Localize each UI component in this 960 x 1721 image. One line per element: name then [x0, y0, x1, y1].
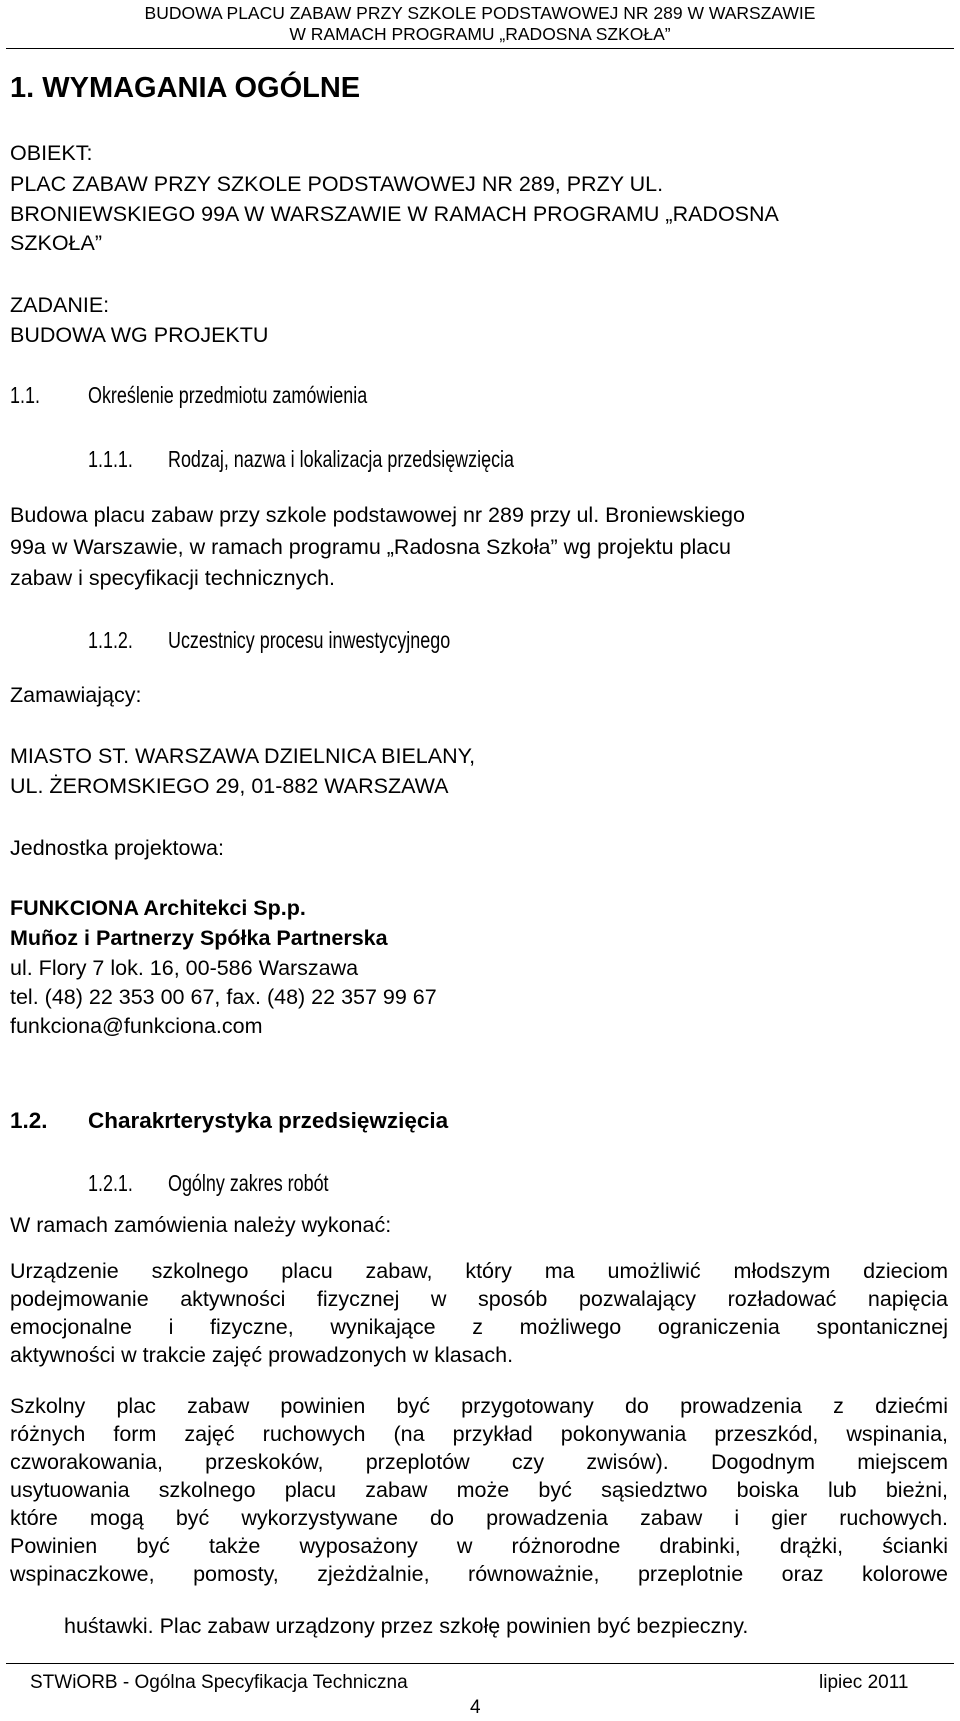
designer-name-1: FUNKCIONA Architekci Sp.p.	[10, 896, 306, 920]
s12-number: 1.2.	[10, 1108, 48, 1133]
paragraph-2-line: czworakowania, przeskoków, przeplotów czy zwisów). Dogodnym miejscem	[10, 1450, 948, 1474]
object-line-1: PLAC ZABAW PRZY SZKOLE PODSTAWOWEJ NR 289, PRZY UL.	[10, 172, 664, 196]
paragraph-2-last-line: huśtawki. Plac zabaw urządzony przez szkołę powinien być bezpieczny.	[64, 1614, 749, 1638]
footer-document-title: STWiORB - Ogólna Specyfikacja Techniczna	[30, 1672, 408, 1693]
designer-address: ul. Flory 7 lok. 16, 00-586 Warszawa	[10, 956, 359, 980]
s11-number: 1.1.	[10, 382, 40, 408]
s111-number: 1.1.1.	[88, 446, 133, 472]
paragraph-2-line: Szkolny plac zabaw powinien być przygotowany do prowadzenia z dziećmi	[10, 1394, 948, 1418]
s111-line-1: Budowa placu zabaw przy szkole podstawowej nr 289 przy ul. Broniewskiego	[10, 503, 745, 527]
s121-number: 1.2.1.	[88, 1170, 133, 1196]
header-rule	[6, 48, 954, 49]
paragraph-2-line: usytuowania szkolnego placu zabaw może być sąsiedztwo boiska lub bieżni,	[10, 1478, 948, 1502]
paragraph-1-line: podejmowanie aktywności fizycznej w sposób pozwalający rozładować napięcia	[10, 1287, 948, 1311]
object-line-2: BRONIEWSKIEGO 99A W WARSZAWIE W RAMACH PROGRAMU „RADOSNA	[10, 202, 779, 226]
footer-date: lipiec 2011	[819, 1672, 909, 1693]
page-number: 4	[470, 1697, 481, 1718]
s111-title: Rodzaj, nazwa i lokalizacja przedsięwzięcia	[168, 446, 515, 472]
s121-title: Ogólny zakres robót	[168, 1170, 329, 1196]
s111-line-2: 99a w Warszawie, w ramach programu „Radosna Szkoła” wg projektu placu	[10, 535, 731, 559]
designer-phone: tel. (48) 22 353 00 67, fax. (48) 22 357 99 67	[10, 985, 437, 1009]
s11-title: Określenie przedmiotu zamówienia	[88, 382, 368, 408]
client-line-2: UL. ŻEROMSKIEGO 29, 01-882 WARSZAWA	[10, 774, 449, 798]
client-line-1: MIASTO ST. WARSZAWA DZIELNICA BIELANY,	[10, 744, 476, 768]
object-line-3: SZKOŁA”	[10, 231, 102, 255]
running-header-line2: W RAMACH PROGRAMU „RADOSNA SZKOŁA”	[289, 24, 671, 44]
paragraph-1	[10, 1257, 948, 1369]
object-label: OBIEKT:	[10, 141, 93, 165]
section-1-title: 1. WYMAGANIA OGÓLNE	[10, 72, 361, 104]
paragraph-2-line: różnych form zajęć ruchowych (na przykład pokonywania przeszkód, wspinania,	[10, 1422, 948, 1446]
footer-rule	[6, 1663, 954, 1664]
task-value: BUDOWA WG PROJEKTU	[10, 323, 269, 347]
task-label: ZADANIE:	[10, 293, 110, 317]
designer-name-2: Muñoz i Partnerzy Spółka Partnerska	[10, 926, 388, 950]
paragraph-1-line: emocjonalne i fizyczne, wynikające z możliwego ograniczenia spontanicznej	[10, 1315, 948, 1339]
paragraph-2-line: które mogą być wykorzystywane do prowadzenia zabaw i gier ruchowych.	[10, 1506, 948, 1530]
designer-label: Jednostka projektowa:	[10, 836, 224, 860]
paragraph-1-line: Urządzenie szkolnego placu zabaw, który ma umożliwić młodszym dzieciom	[10, 1259, 948, 1283]
paragraph-1-line: aktywności w trakcie zajęć prowadzonych w klasach.	[10, 1343, 514, 1367]
s121-intro: W ramach zamówienia należy wykonać:	[10, 1213, 392, 1237]
paragraph-2-line: Powinien być także wyposażony w różnorodne drabinki, drążki, ścianki	[10, 1534, 948, 1558]
s12-title: Charakrterystyka przedsięwzięcia	[88, 1108, 449, 1133]
paragraph-2	[10, 1392, 948, 1588]
s112-number: 1.1.2.	[88, 627, 133, 653]
client-label: Zamawiający:	[10, 683, 142, 707]
designer-email: funkciona@funkciona.com	[10, 1014, 263, 1038]
s112-title: Uczestnicy procesu inwestycyjnego	[168, 627, 451, 653]
running-header-line1: BUDOWA PLACU ZABAW PRZY SZKOLE PODSTAWOWEJ NR 289 W WARSZAWIE	[144, 3, 816, 23]
paragraph-2-line: wspinaczkowe, pomosty, zjeżdżalnie, równoważnie, przeplotnie oraz kolorowe	[10, 1562, 948, 1586]
s111-line-3: zabaw i specyfikacji technicznych.	[10, 566, 336, 590]
